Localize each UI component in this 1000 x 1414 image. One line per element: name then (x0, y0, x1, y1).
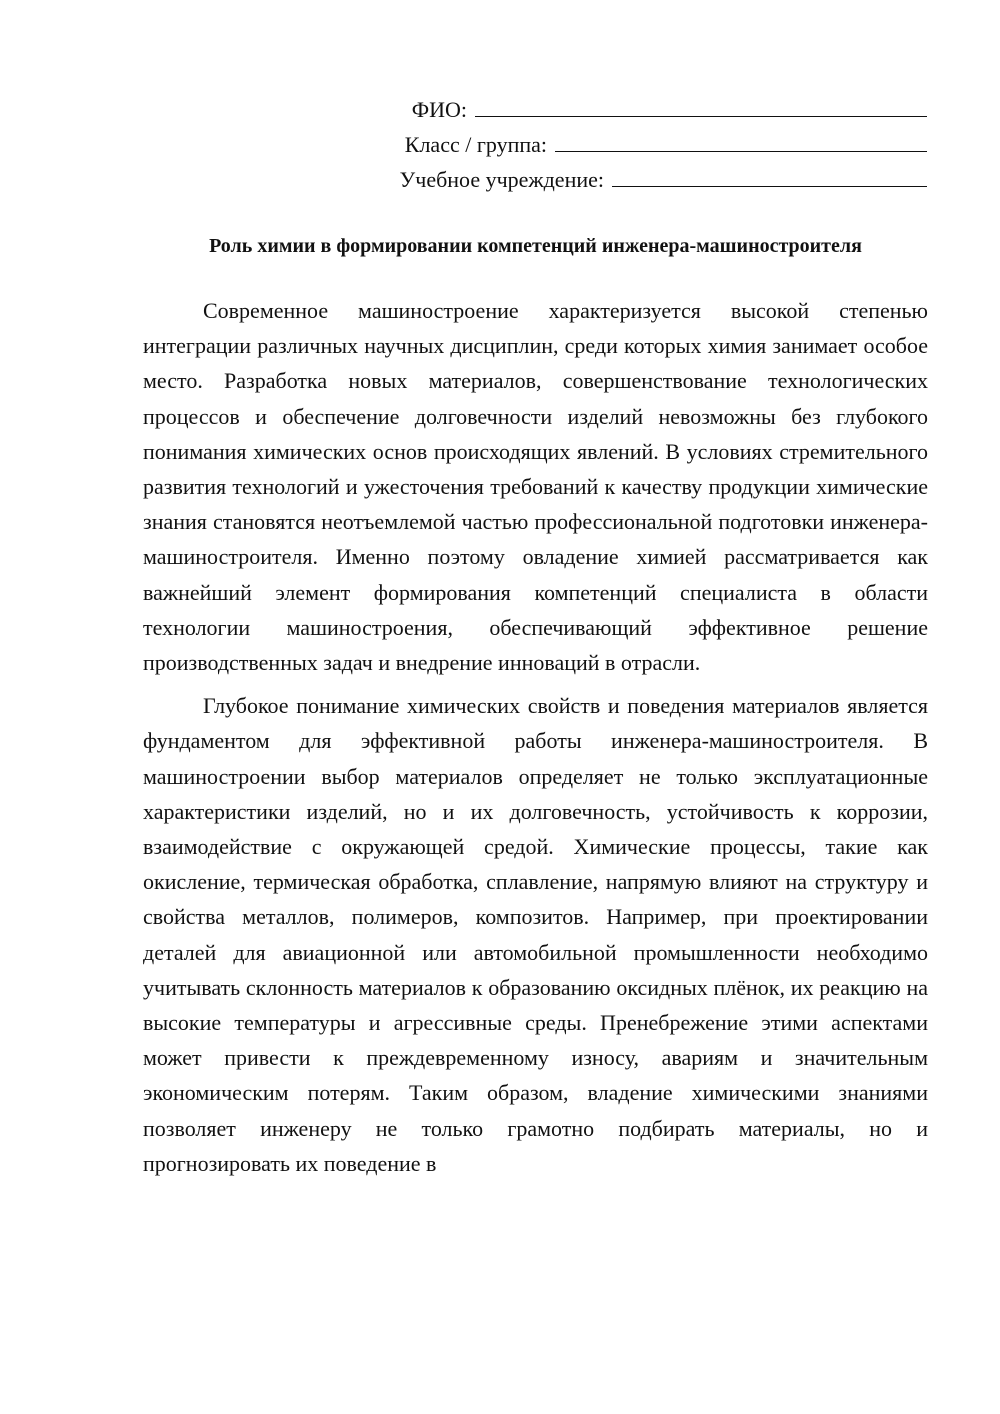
institution-field (327, 162, 927, 197)
class-label: Класс / группа: (404, 132, 547, 157)
document-body (143, 293, 928, 1189)
fio-field (327, 92, 927, 127)
fio-label: ФИО: (411, 97, 467, 122)
institution-blank-line[interactable] (612, 164, 927, 187)
institution-label: Учебное учреждение: (399, 167, 604, 192)
class-field (327, 127, 927, 162)
document-title: Роль химии в формировании компетенций инженера-машиностроителя (209, 235, 862, 257)
paragraph-1: Современное машиностроение характеризуется высокой степенью интеграции различных научных дисциплин, среди которых химия занимает особое место. Разработка новых материалов, совершенствование технологических процессов и обеспечение долговечности изделий невозможны без глубокого понимания химических основ происходящих явлений. В условиях стремительного развития технологий и ужесточения требований к качеству продукции химические знания становятся неотъемлемой частью профессиональной подготовки инженера-машиностроителя. Именно поэтому овладение химией рассматривается как важнейший элемент формирования компетенций специалиста в области технологии машиностроения, обеспечивающий эффективное решение производственных задач и внедрение инноваций в отрасли. (143, 298, 928, 676)
student-info-header (327, 92, 927, 197)
paragraph-2: Глубокое понимание химических свойств и поведения материалов является фундаментом для эффективной работы инженера-машиностроителя. В машиностроении выбор материалов определяет не только эксплуатационные характеристики изделий, но и их долговечность, устойчивость к коррозии, взаимодействие с окружающей средой. Химические процессы, такие как окисление, термическая обработка, сплавление, напрямую влияют на структуру и свойства металлов, полимеров, композитов. Например, при проектировании деталей для авиационной или автомобильной промышленности необходимо учитывать склонность материалов к образованию оксидных плёнок, их реакцию на высокие температуры и агрессивные среды. Пренебрежение этими аспектами может привести к преждевременному износу, авариям и значительным экономическим потерям. Таким образом, владение химическими знаниями позволяет инженеру не только грамотно подбирать материалы, но и прогнозировать их поведение в (143, 693, 928, 1176)
fio-blank-line[interactable] (475, 94, 927, 117)
class-blank-line[interactable] (555, 129, 927, 152)
